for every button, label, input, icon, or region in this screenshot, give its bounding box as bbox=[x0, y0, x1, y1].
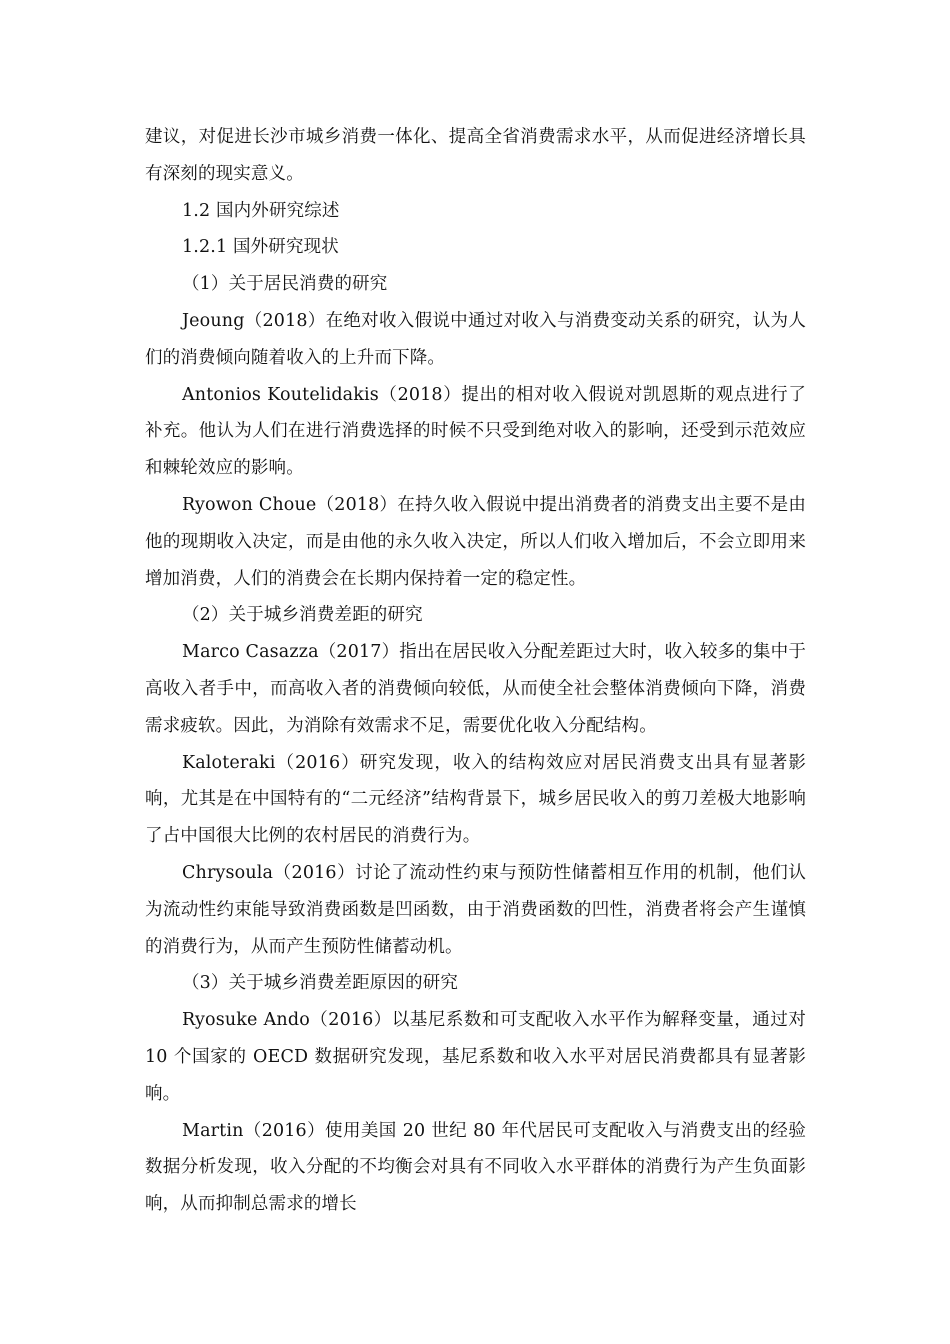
paragraph-jeoung: Jeoung（2018）在绝对收入假说中通过对收入与消费变动关系的研究，认为人们的消费倾向随着收入的上升而下降。 bbox=[145, 310, 806, 368]
topic-heading-gap-causes: （3）关于城乡消费差距原因的研究 bbox=[182, 973, 459, 994]
paragraph-chrysoula: Chrysoula（2016）讨论了流动性约束与预防性储蓄相互作用的机制，他们认为流动性约束能导致消费函数是凹函数，由于消费函数的凹性，消费者将会产生谨慎的消费行为，从而产生预防性储蓄动机。 bbox=[145, 862, 806, 957]
paragraph-martin: Martin（2016）使用美国 20 世纪 80 年代居民可支配收入与消费支出的经验数据分析发现，收入分配的不均衡会对具有不同收入水平群体的消费行为产生负面影响，从而抑制总需求的增长 bbox=[145, 1120, 806, 1215]
topic-heading-resident-consumption: （1）关于居民消费的研究 bbox=[182, 274, 388, 295]
topic-heading-urban-rural-gap: （2）关于城乡消费差距的研究 bbox=[182, 605, 423, 626]
paragraph-intro-continuation: 建议，对促进长沙市城乡消费一体化、提高全省消费需求水平，从而促进经济增长具有深刻的现实意义。 bbox=[145, 127, 806, 184]
subsection-heading-1-2-1: 1.2.1 国外研究现状 bbox=[182, 237, 339, 258]
paragraph-ando: Ryosuke Ando（2016）以基尼系数和可支配收入水平作为解释变量，通过对 10 个国家的 OECD 数据研究发现，基尼系数和收入水平对居民消费都具有显著影响。 bbox=[145, 1010, 806, 1104]
paragraph-kaloteraki: Kaloteraki（2016）研究发现，收入的结构效应对居民消费支出具有显著影响，尤其是在中国特有的“二元经济”结构背景下，城乡居民收入的剪刀差极大地影响了占中国很大比例的农村居民的消费行为。 bbox=[145, 752, 806, 847]
document-page bbox=[145, 119, 806, 1223]
paragraph-choue: Ryowon Choue（2018）在持久收入假说中提出消费者的消费支出主要不是由他的现期收入决定，而是由他的永久收入决定，所以人们收入增加后，不会立即用来增加消费，人们的消费会在长期内保持着一定的稳定性。 bbox=[145, 494, 806, 589]
paragraph-casazza: Marco Casazza（2017）指出在居民收入分配差距过大时，收入较多的集中于高收入者手中，而高收入者的消费倾向较低，从而使全社会整体消费倾向下降，消费需求疲软。因此，为消除有效需求不足，需要优化收入分配结构。 bbox=[145, 642, 806, 736]
section-heading-1-2: 1.2 国内外研究综述 bbox=[182, 200, 340, 221]
paragraph-koutelidakis: Antonios Koutelidakis（2018）提出的相对收入假说对凯恩斯的观点进行了补充。他认为人们在进行消费选择的时候不只受到绝对收入的影响，还受到示范效应和棘轮效应的影响。 bbox=[145, 384, 806, 479]
